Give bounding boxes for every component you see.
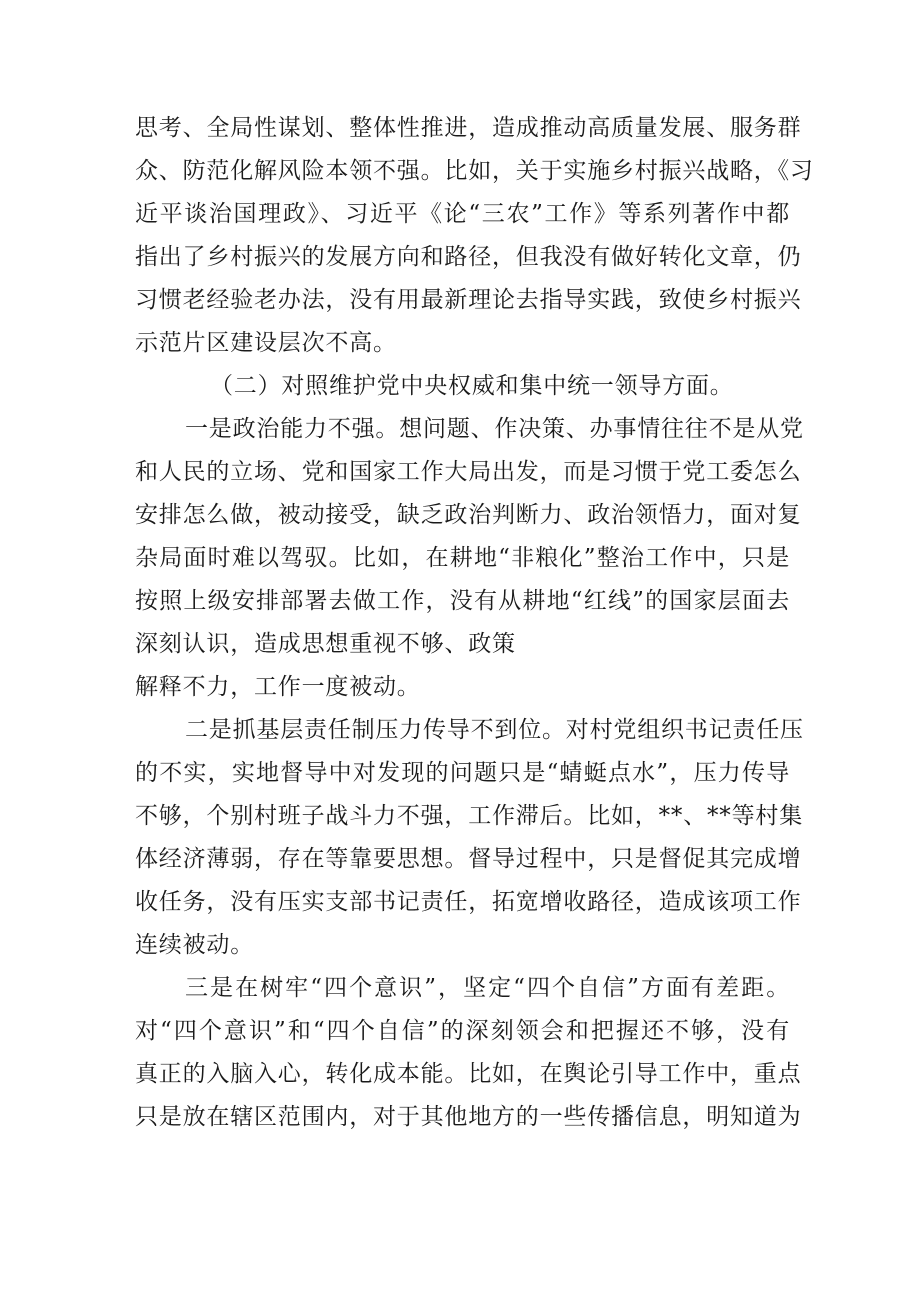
text-line: 按照上级安排部署去做工作，没有从耕地“红线”的国家层面去: [135, 588, 790, 614]
text-line: 对“四个意识”和“四个自信”的深刻领会和把握还不够，没有: [135, 1018, 790, 1044]
text-line: 思考、全局性谋划、整体性推进，造成推动高质量发展、服务群: [135, 115, 802, 141]
text-line: 真正的入脑入心，转化成本能。比如，在舆论引导工作中，重点: [135, 1061, 802, 1087]
text-line: 指出了乡村振兴的发展方向和路径，但我没有做好转化文章，仍: [135, 244, 802, 270]
paragraph-first-line: 三是在树牢“四个意识”，坚定“四个自信”方面有差距。: [185, 975, 790, 1001]
section-heading: （二）对照维护党中央权威和集中统一领导方面。: [210, 373, 734, 399]
text-line: 深刻认识，造成思想重视不够、政策: [135, 631, 516, 657]
paragraph-first-line: 二是抓基层责任制压力传导不到位。对村党组织书记责任压: [185, 717, 804, 743]
text-line: 体经济薄弱，存在等靠要思想。督导过程中，只是督促其完成增: [135, 846, 802, 872]
paragraph-first-line: 一是政治能力不强。想问题、作决策、办事情往往不是从党: [185, 416, 804, 442]
text-line: 安排怎么做，被动接受，缺乏政治判断力、政治领悟力，面对复: [135, 502, 802, 528]
text-line: 不够，个别村班子战斗力不强，工作滞后。比如，**、**等村集: [135, 803, 803, 829]
text-line: 示范片区建设层次不高。: [135, 330, 397, 356]
text-line: 习惯老经验老办法，没有用最新理论去指导实践，致使乡村振兴: [135, 287, 802, 313]
text-line: 的不实，实地督导中对发现的问题只是“蜻蜓点水”，压力传导: [135, 760, 790, 786]
text-line: 只是放在辖区范围内，对于其他地方的一些传播信息，明知道为: [135, 1104, 802, 1130]
text-line: 和人民的立场、党和国家工作大局出发，而是习惯于党工委怎么: [135, 459, 802, 485]
text-line: 解释不力，工作一度被动。: [135, 674, 421, 700]
text-line: 众、防范化解风险本领不强。比如，关于实施乡村振兴战略，《习: [135, 158, 814, 184]
text-line: 杂局面时难以驾驭。比如，在耕地“非粮化”整治工作中，只是: [135, 545, 790, 571]
text-line: 连续被动。: [135, 932, 254, 958]
text-line: 近平谈治国理政》、习近平《论“三农”工作》等系列著作中都: [135, 201, 790, 227]
text-line: 收任务，没有压实支部书记责任，拓宽增收路径，造成该项工作: [135, 889, 802, 915]
